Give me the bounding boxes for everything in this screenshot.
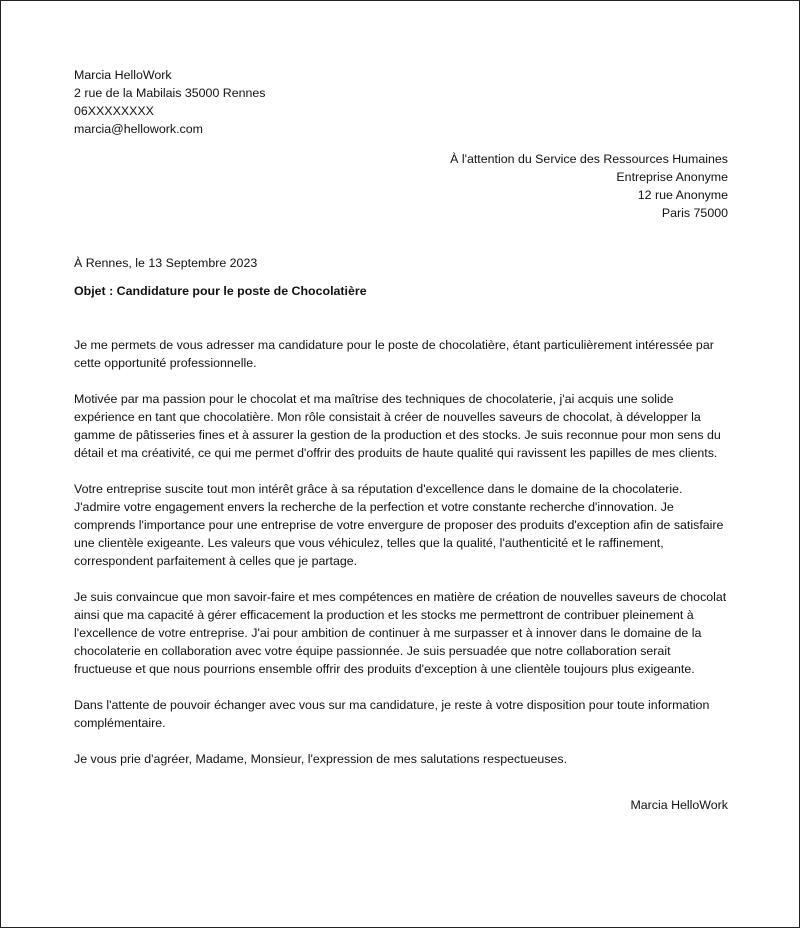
sender-name: Marcia HelloWork (74, 68, 172, 82)
paragraph-availability: Dans l'attente de pouvoir échanger avec vous sur ma candidature, je reste à votre disposition pour toute information complémentaire. (74, 698, 710, 730)
sender-phone: 06XXXXXXXX (74, 104, 154, 118)
recipient-city: Paris 75000 (661, 206, 728, 220)
sender-address: 2 rue de la Mabilais 35000 Rennes (74, 86, 266, 100)
paragraph-experience: Motivée par ma passion pour le chocolat et ma maîtrise des techniques de chocolaterie, j'ai acquis une solide expérience en tant que chocolatière. Mon rôle consistait à créer de nouvelles saveurs de chocolat, à développer la gamme de pâtisseries fines et à assurer la gestion de la production et des stocks. Je suis reconnue pour mon sens du détail et ma créativité, ce qui me permet d'offrir des produits de haute qualité qui ravissent les papilles de mes clients. (74, 392, 721, 460)
recipient-block (74, 150, 728, 222)
paragraph-closing: Je vous prie d'agréer, Madame, Monsieur, l'expression de mes salutations respectueuses. (74, 752, 568, 766)
paragraph-motivation: Je suis convaincue que mon savoir-faire et mes compétences en matière de création de nouvelles saveurs de chocolat ainsi que ma capacité à gérer efficacement la production et les stocks me permettront de contribuer pleinement à l'excellence de votre entreprise. J'ai pour ambition de continuer à me surpasser et à innover dans le domaine de la chocolaterie en collaboration avec votre équipe passionnée. Je suis persuadée que notre collaboration serait fructueuse et que nous pourrions ensemble offrir des produits d'exception à une clientèle toujours plus exigeante. (74, 590, 727, 676)
recipient-street: 12 rue Anonyme (637, 188, 728, 202)
paragraph-company: Votre entreprise suscite tout mon intérêt grâce à sa réputation d'excellence dans le domaine de la chocolaterie. J'admire votre engagement envers la recherche de la perfection et votre constante recherche d'innovation. Je comprends l'importance pour une entreprise de votre envergure de proposer des produits d'exception afin de satisfaire une clientèle exigeante. Les valeurs que vous véhiculez, telles que la qualité, l'authenticité et le raffinement, correspondent parfaitement à celles que je partage. (74, 482, 724, 568)
recipient-attention: À l'attention du Service des Ressources Humaines (450, 152, 728, 166)
sender-email: marcia@hellowork.com (74, 122, 203, 136)
recipient-company: Entreprise Anonyme (616, 170, 728, 184)
sender-block (74, 66, 728, 138)
date-line: À Rennes, le 13 Septembre 2023 (74, 256, 258, 270)
paragraph-intro: Je me permets de vous adresser ma candidature pour le poste de chocolatière, étant particulièrement intéressée par cette opportunité professionnelle. (74, 338, 714, 370)
letter-content (74, 66, 728, 814)
signature: Marcia HelloWork (630, 798, 728, 812)
subject-line: Objet : Candidature pour le poste de Chocolatière (74, 284, 367, 298)
